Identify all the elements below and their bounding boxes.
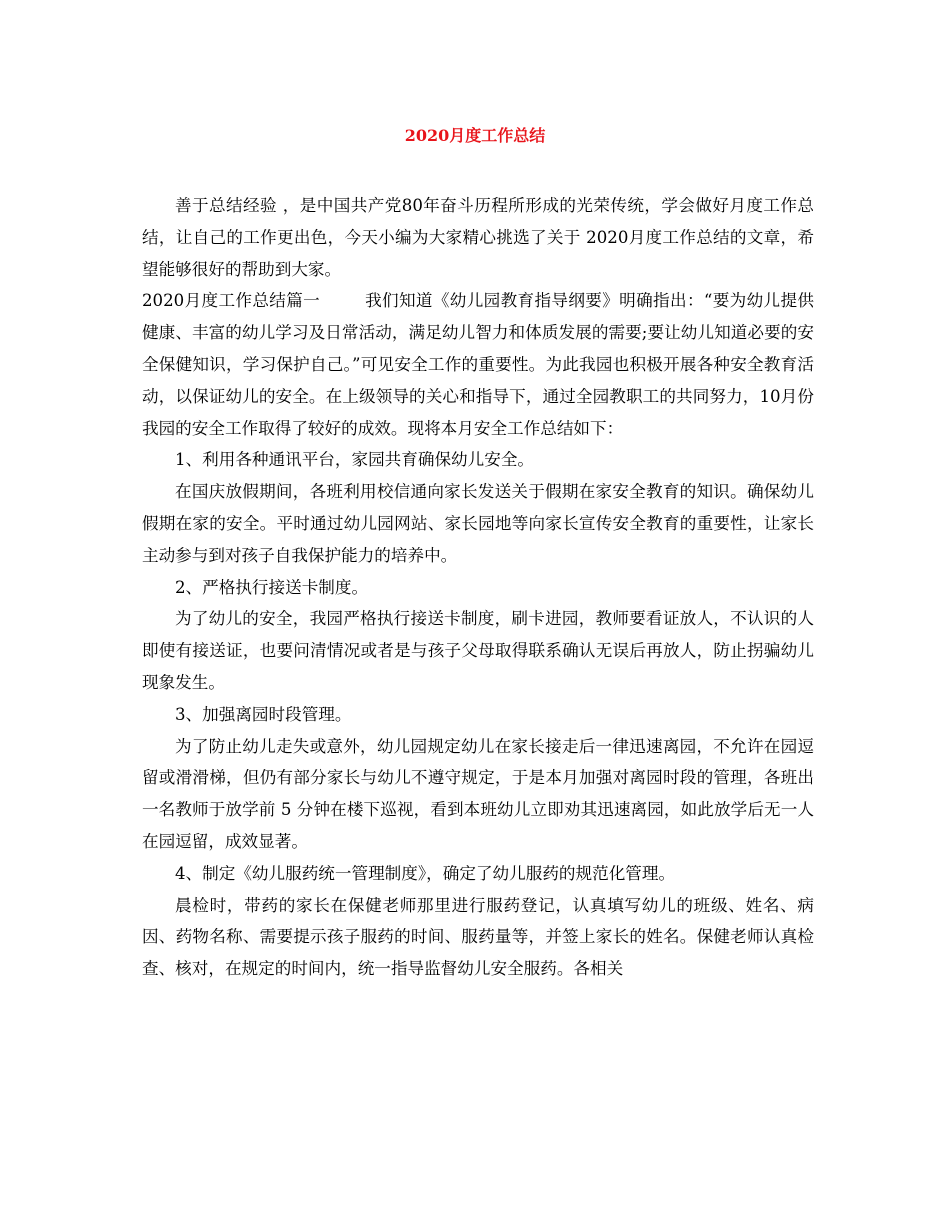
document-title: 2020月度工作总结 <box>404 126 546 145</box>
item-heading: 2、严格执行接送卡制度。 <box>175 577 369 597</box>
item-body: 为了幼儿的安全，我园严格执行接送卡制度，刷卡进园，教师要看证放人，不认识的人即使有接送证，也要问清情况或者是与孩子父母取得联系确认无误后再放人，防止拐骗幼儿现象发生。 <box>142 609 814 692</box>
item-heading: 1、利用各种通讯平台，家园共育确保幼儿安全。 <box>175 450 535 470</box>
item-body: 在国庆放假期间，各班利用校信通向家长发送关于假期在家安全教育的知识。确保幼儿假期在家的安全。平时通过幼儿园网站、家长园地等向家长宣传安全教育的重要性，让家长主动参与到对孩子自我保护能力的培养中。 <box>142 482 814 565</box>
section-heading: 2020月度工作总结篇一 <box>142 291 321 311</box>
document-body <box>142 190 814 985</box>
section-lead: 我们知道《幼儿园教育指导纲要》明确指出：“要为幼儿提供健康、丰富的幼儿学习及日常活动，满足幼儿智力和体质发展的需要;要让幼儿知道必要的安全保健知识，学习保护自己。”可见安全工作的重要性。为此我园也积极开展各种安全教育活动，以保证幼儿的安全。在上级领导的关心和指导下，通过全园教职工的共同努力，10月份我园的安全工作取得了较好的成效。现将本月安全工作总结如下： <box>142 291 815 438</box>
item-heading: 4、制定《幼儿服药统一管理制度》，确定了幼儿服药的规范化管理。 <box>175 863 676 883</box>
item-heading: 3、加强离园时段管理。 <box>175 704 352 724</box>
item-body: 晨检时，带药的家长在保健老师那里进行服药登记，认真填写幼儿的班级、姓名、病因、药物名称、需要提示孩子服药的时间、服药量等，并签上家长的姓名。保健老师认真检查、核对，在规定的时间内，统一指导监督幼儿安全服药。各相关 <box>142 895 814 979</box>
intro-paragraph: 善于总结经验 ，是中国共产党80年奋斗历程所形成的光荣传统，学会做好月度工作总结，让自己的工作更出色，今天小编为大家精心挑选了关于 2020月度工作总结的文章，希望能够很好的帮助到大家。 <box>142 196 814 279</box>
section-paragraph <box>142 285 814 444</box>
item-body: 为了防止幼儿走失或意外，幼儿园规定幼儿在家长接走后一律迅速离园，不允许在园逗留或滑滑梯，但仍有部分家长与幼儿不遵守规定，于是本月加强对离园时段的管理，各班出一名教师于放学前 5 分钟在楼下巡视，看到本班幼儿立即劝其迅速离园，如此放学后无一人在园逗留，成效显著。 <box>142 736 814 851</box>
